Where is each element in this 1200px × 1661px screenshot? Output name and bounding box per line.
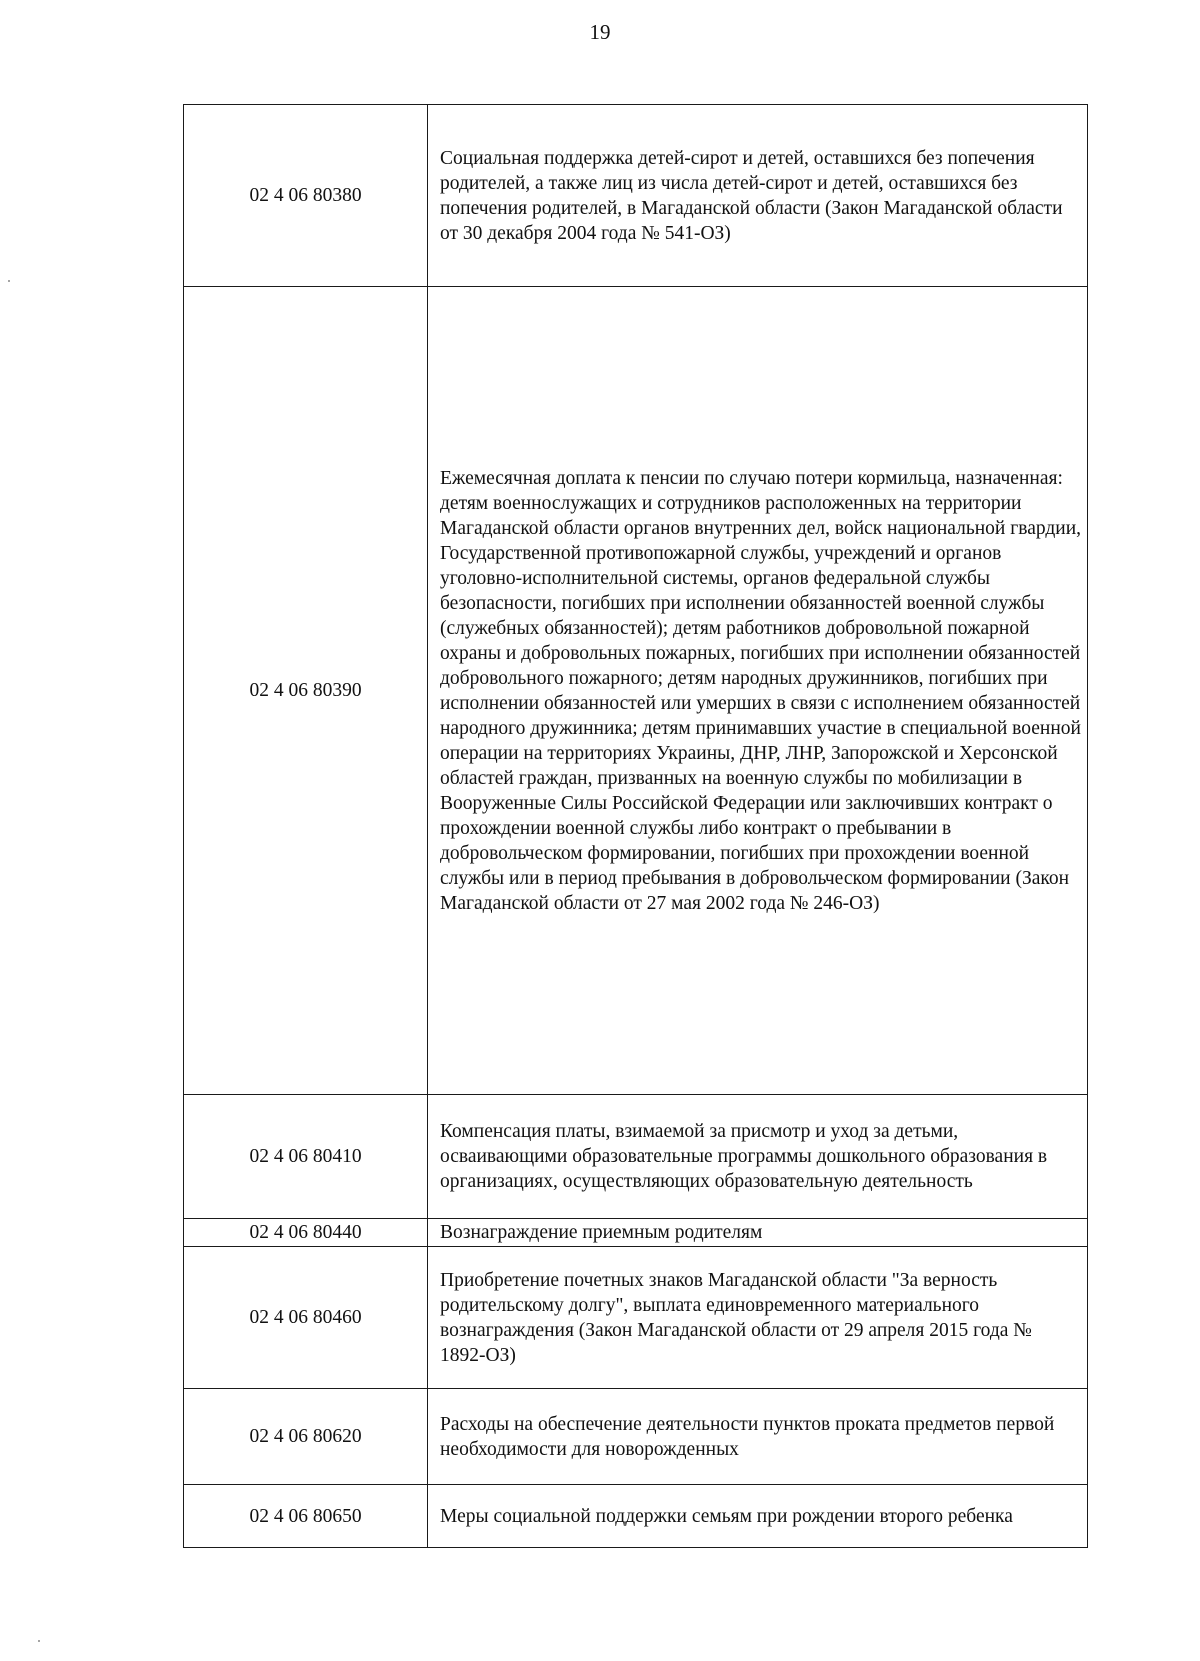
code-cell: 02 4 06 80620 [184, 1389, 428, 1485]
description-cell [428, 1219, 1088, 1247]
code-cell: 02 4 06 80390 [184, 287, 428, 1095]
description-text: Расходы на обеспечение деятельности пунктов проката предметов первой необходимости для новорожденных [440, 1413, 1055, 1460]
table-row [184, 1485, 1088, 1548]
description-text: Социальная поддержка детей-сирот и детей, оставшихся без попечения родителей, а также лиц из числа детей-сирот и детей, оставшихся без попечения родителей, в Магаданской области (Закон Магаданской области от 30 декабря 2004 года № 541-ОЗ) [440, 147, 1063, 244]
description-cell [428, 105, 1088, 287]
description-cell [428, 287, 1088, 1095]
description-text: Приобретение почетных знаков Магаданской области "За верность родительскому долгу", выплата единовременного материального вознаграждения (Закон Магаданской области от 29 апреля 2015 года № 1892-ОЗ) [440, 1269, 1032, 1366]
description-text: Меры социальной поддержки семьям при рождении второго ребенка [440, 1505, 1013, 1527]
table-row [184, 1247, 1088, 1389]
page-number: 19 [589, 20, 611, 44]
description-text: Компенсация платы, взимаемой за присмотр и уход за детьми, осваивающими образовательные программы дошкольного образования в организациях, осуществляющих образовательную деятельность [440, 1121, 1048, 1192]
table-row [184, 287, 1088, 1095]
description-text: Ежемесячная доплата к пенсии по случаю потери кормильца, назначенная: детям военнослужащих и сотрудников расположенных на территории Магаданской области органов внутренних дел, войск национальной гвардии, Государственной противопожарной службы, учреждений и органов уголовно-исполнительной системы, органов федеральной службы безопасности, погибших при исполнении обязанностей военной службы (служебных обязанностей); детям работников добровольной пожарной охраны и добровольных пожарных, погибших при исполнении обязанностей добровольного пожарного; детям народных дружинников, погибших при исполнении обязанностей или умерших в связи с исполнением обязанностей народного дружинника; детям принимавших участие в специальной военной операции на территориях Украины, ДНР, ЛНР, Запорожской и Херсонской областей граждан, призванных на военную службы по мобилизации в Вооруженные Силы Российской Федерации или заключивших контракт о прохождении военной службы либо контракт о пребывании в добровольческом формировании, погибших при прохождении военной службы или в период пребывания в добровольческом формировании (Закон Магаданской области от 27 мая 2002 года № 246-ОЗ) [440, 467, 1082, 914]
description-text: Вознаграждение приемным родителям [440, 1221, 763, 1243]
table-row [184, 1095, 1088, 1219]
table-row [184, 1219, 1088, 1247]
code-cell: 02 4 06 80380 [184, 105, 428, 287]
scan-speck [8, 280, 10, 282]
description-cell [428, 1247, 1088, 1389]
budget-classification-table [183, 104, 1088, 1548]
description-cell [428, 1389, 1088, 1485]
code-cell: 02 4 06 80440 [184, 1219, 428, 1247]
code-cell: 02 4 06 80460 [184, 1247, 428, 1389]
code-cell: 02 4 06 80650 [184, 1485, 428, 1548]
scan-speck [38, 1640, 40, 1642]
table-row [184, 105, 1088, 287]
description-cell [428, 1485, 1088, 1548]
code-cell: 02 4 06 80410 [184, 1095, 428, 1219]
table-row [184, 1389, 1088, 1485]
description-cell [428, 1095, 1088, 1219]
